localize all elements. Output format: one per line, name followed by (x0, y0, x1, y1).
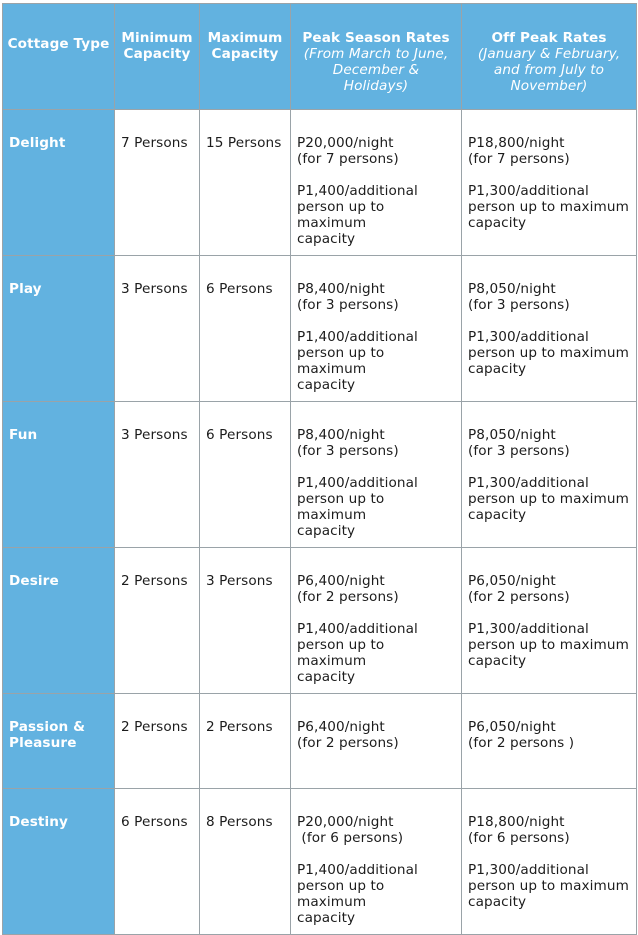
additional-person-rate (468, 475, 630, 523)
additional-person-rate (468, 329, 630, 377)
min-capacity-cell: 2 Persons (115, 548, 200, 694)
rate-line: P6,050/night (468, 573, 556, 589)
additional-rate-line: capacity (297, 669, 356, 685)
additional-rate-line: person up to maximum (297, 637, 385, 669)
min-capacity-cell: 3 Persons (115, 256, 200, 402)
table-header (3, 4, 637, 110)
rate-line: (for 3 persons) (297, 443, 399, 459)
additional-rate-line: capacity (297, 231, 356, 247)
peak-rate-cell (291, 256, 462, 402)
rate-line: (for 3 persons) (468, 297, 570, 313)
additional-person-rate (297, 329, 455, 393)
peak-rate-cell (291, 694, 462, 789)
header-peak-note-line: Holidays) (343, 78, 409, 94)
header-cottage-type-label: Cottage Type (7, 36, 110, 52)
rate-line: (for 6 persons) (468, 830, 570, 846)
max-capacity-cell: 15 Persons (200, 110, 291, 256)
additional-rate-line: P1,300/additional (468, 475, 589, 491)
cottage-type-name: Passion & (9, 719, 86, 735)
additional-rate-line: person up to maximum (468, 199, 629, 215)
additional-rate-line: capacity (468, 507, 527, 523)
cottage-type-cell (3, 402, 115, 548)
header-max-capacity (200, 4, 291, 110)
min-capacity-cell: 6 Persons (115, 789, 200, 935)
header-min-capacity (115, 4, 200, 110)
additional-rate-line: capacity (468, 361, 527, 377)
header-cottage-type (3, 4, 115, 110)
rate-line: P8,400/night (297, 281, 385, 297)
cottage-type-name: Delight (9, 135, 66, 151)
additional-person-rate (297, 475, 455, 539)
header-max-capacity-line: Maximum (207, 30, 283, 46)
rate-line: P18,800/night (468, 135, 565, 151)
off-peak-rate-cell (462, 256, 637, 402)
table-body (3, 110, 637, 935)
max-capacity-cell: 6 Persons (200, 402, 291, 548)
additional-rate-line: capacity (297, 377, 356, 393)
header-off-peak-note-line: November) (510, 78, 588, 94)
header-peak-title: Peak Season Rates (302, 30, 450, 46)
cottage-type-cell (3, 694, 115, 789)
max-capacity-cell: 6 Persons (200, 256, 291, 402)
off-peak-rate-cell (462, 402, 637, 548)
additional-rate-line: capacity (297, 910, 356, 926)
additional-rate-line: P1,300/additional (468, 329, 589, 345)
additional-person-rate (468, 862, 630, 910)
additional-person-rate (468, 621, 630, 669)
rate-line: P20,000/night (297, 135, 394, 151)
additional-rate-line: P1,300/additional (468, 621, 589, 637)
rate-line: P8,050/night (468, 427, 556, 443)
header-peak-note-line: December & (332, 62, 420, 78)
table-row (3, 789, 637, 935)
off-peak-rate-cell (462, 789, 637, 935)
additional-rate-line: P1,400/additional (297, 621, 418, 637)
header-max-capacity-line: Capacity (211, 46, 279, 62)
additional-person-rate (297, 621, 455, 685)
rate-line: P8,050/night (468, 281, 556, 297)
header-min-capacity-line: Capacity (123, 46, 191, 62)
additional-rate-line: P1,300/additional (468, 183, 589, 199)
peak-rate-cell (291, 548, 462, 694)
cottage-type-name: Pleasure (9, 735, 77, 751)
additional-rate-line: person up to maximum (468, 345, 629, 361)
rate-line: (for 3 persons) (297, 297, 399, 313)
min-capacity-cell: 3 Persons (115, 402, 200, 548)
additional-rate-line: capacity (468, 653, 527, 669)
peak-rate-cell (291, 110, 462, 256)
rate-line: (for 7 persons) (468, 151, 570, 167)
additional-rate-line: person up to maximum (297, 878, 385, 910)
additional-rate-line: capacity (297, 523, 356, 539)
rate-line: P6,400/night (297, 573, 385, 589)
additional-rate-line: P1,400/additional (297, 475, 418, 491)
rate-line: (for 2 persons ) (468, 735, 575, 751)
header-off-peak-note-line: (January & February, (477, 46, 621, 62)
cottage-type-cell (3, 110, 115, 256)
cottage-type-name: Desire (9, 573, 59, 589)
max-capacity-cell: 8 Persons (200, 789, 291, 935)
min-capacity-cell: 2 Persons (115, 694, 200, 789)
rate-line: P18,800/night (468, 814, 565, 830)
off-peak-rate-cell (462, 110, 637, 256)
table-row (3, 402, 637, 548)
rate-line: (for 2 persons) (468, 589, 570, 605)
cottage-type-cell (3, 548, 115, 694)
header-row (3, 4, 637, 110)
table-row (3, 548, 637, 694)
additional-rate-line: person up to maximum (468, 491, 629, 507)
additional-rate-line: P1,400/additional (297, 183, 418, 199)
additional-rate-line: capacity (468, 215, 527, 231)
rate-line: P6,400/night (297, 719, 385, 735)
cottage-type-cell (3, 789, 115, 935)
additional-rate-line: P1,400/additional (297, 862, 418, 878)
rate-line: (for 7 persons) (297, 151, 399, 167)
additional-rate-line: person up to maximum (468, 637, 629, 653)
header-peak-season (291, 4, 462, 110)
rate-line: P20,000/night (297, 814, 394, 830)
rate-line: P8,400/night (297, 427, 385, 443)
cottage-type-name: Destiny (9, 814, 68, 830)
table-row (3, 110, 637, 256)
rate-line: P6,050/night (468, 719, 556, 735)
off-peak-rate-cell (462, 694, 637, 789)
cottage-type-name: Play (9, 281, 42, 297)
header-off-peak-title: Off Peak Rates (491, 30, 607, 46)
cottage-type-name: Fun (9, 427, 38, 443)
additional-rate-line: P1,300/additional (468, 862, 589, 878)
table-row (3, 694, 637, 789)
off-peak-rate-cell (462, 548, 637, 694)
additional-person-rate (468, 183, 630, 231)
min-capacity-cell: 7 Persons (115, 110, 200, 256)
rate-line: (for 2 persons) (297, 735, 399, 751)
rate-line: (for 3 persons) (468, 443, 570, 459)
rate-line: (for 2 persons) (297, 589, 399, 605)
header-off-peak (462, 4, 637, 110)
additional-person-rate (297, 183, 455, 247)
additional-rate-line: capacity (468, 894, 527, 910)
additional-person-rate (297, 862, 455, 926)
rate-line: (for 6 persons) (297, 830, 404, 846)
additional-rate-line: person up to maximum (297, 345, 385, 377)
additional-rate-line: person up to maximum (468, 878, 629, 894)
header-peak-note-line: (From March to June, (303, 46, 449, 62)
header-min-capacity-line: Minimum (121, 30, 193, 46)
cottage-rates-table (2, 3, 637, 935)
peak-rate-cell (291, 789, 462, 935)
peak-rate-cell (291, 402, 462, 548)
max-capacity-cell: 2 Persons (200, 694, 291, 789)
additional-rate-line: person up to maximum (297, 199, 385, 231)
cottage-type-cell (3, 256, 115, 402)
max-capacity-cell: 3 Persons (200, 548, 291, 694)
additional-rate-line: person up to maximum (297, 491, 385, 523)
header-off-peak-note-line: and from July to (493, 62, 605, 78)
table-row (3, 256, 637, 402)
additional-rate-line: P1,400/additional (297, 329, 418, 345)
